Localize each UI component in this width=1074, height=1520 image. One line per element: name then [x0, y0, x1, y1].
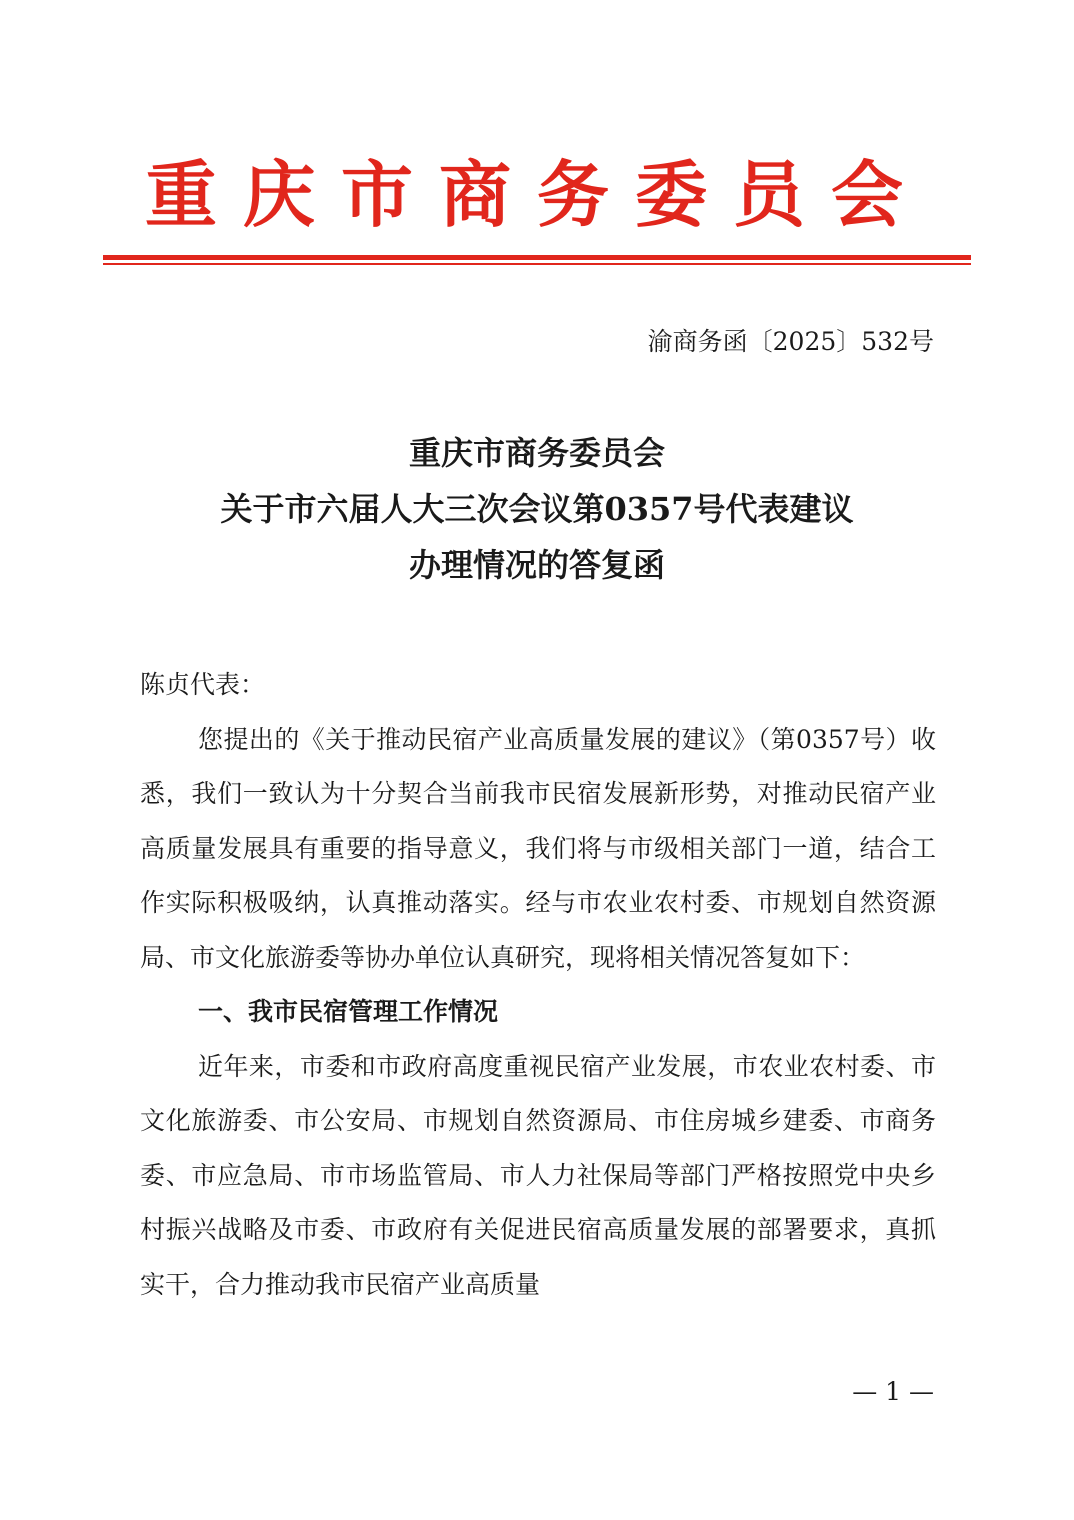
salutation: 陈贞代表：	[140, 670, 266, 699]
title-line-2: 关于市六届人大三次会议第0357号代表建议	[220, 490, 854, 528]
document-title	[100, 425, 974, 593]
page-number: — 1 —	[852, 1377, 934, 1406]
body-paragraph-1: 您提出的《关于推动民宿产业高质量发展的建议》（第0357号）收悉，我们一致认为十分契合当前我市民宿发展新形势，对推动民宿产业高质量发展具有重要的指导意义，我们将与市级相关部门一道，结合工作实际积极吸纳，认真推动落实。经与市农业农村委、市规划自然资源局、市文化旅游委等协办单位认真研究，现将相关情况答复如下：	[140, 724, 936, 972]
section-heading: 一、我市民宿管理工作情况	[198, 997, 499, 1026]
letterhead-divider-thick	[103, 255, 971, 260]
title-line-3: 办理情况的答复函	[408, 546, 665, 584]
letterhead-divider-thin	[103, 263, 971, 265]
letter-body	[140, 658, 936, 1312]
body-paragraph-2: 近年来，市委和市政府高度重视民宿产业发展，市农业农村委、市文化旅游委、市公安局、市规划自然资源局、市住房城乡建委、市商务委、市应急局、市市场监管局、市人力社保局等部门严格按照党中央乡村振兴战略及市委、市政府有关促进民宿高质量发展的部署要求，真抓实干，合力推动我市民宿产业高质量	[140, 1051, 936, 1299]
document-number: 渝商务函〔2025〕532号	[647, 327, 934, 356]
letterhead-title: 重庆市商务委员会	[144, 152, 929, 237]
title-line-1: 重庆市商务委员会	[408, 434, 665, 472]
